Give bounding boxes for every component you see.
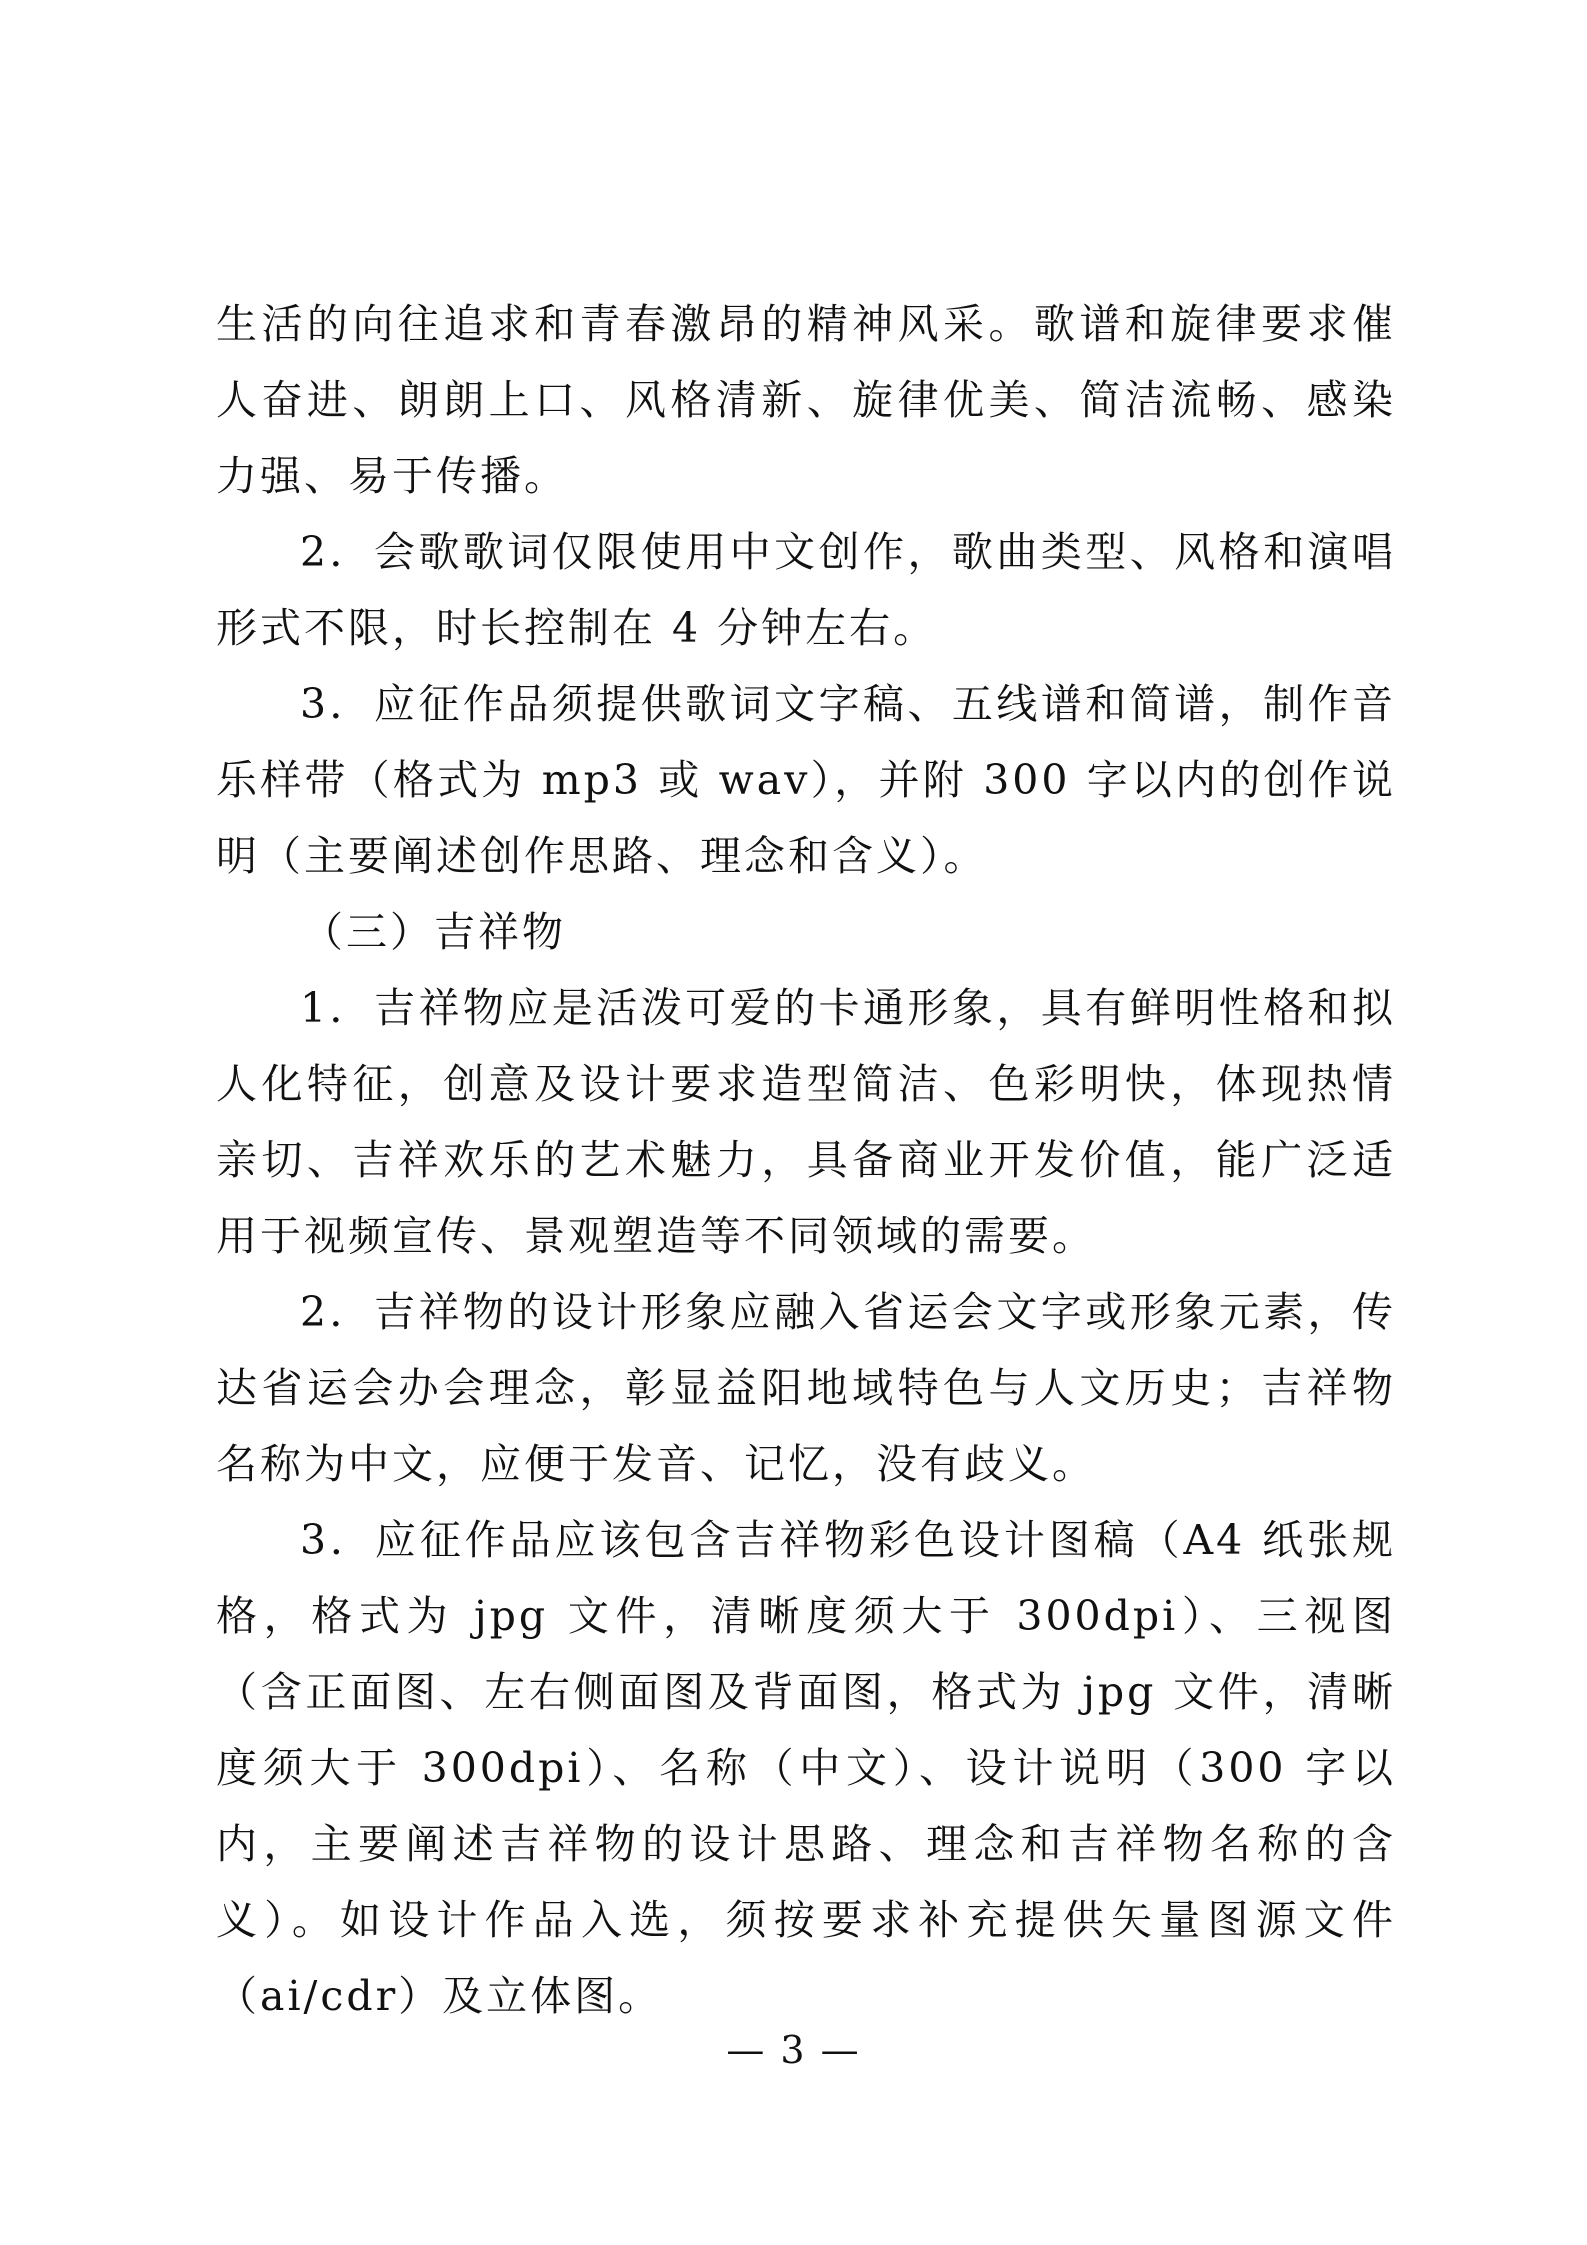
page-number: — 3 — <box>726 2028 861 2072</box>
paragraph-mascot-item-1: 1．吉祥物应是活泼可爱的卡通形象，具有鲜明性格和拟人化特征，创意及设计要求造型简洁、色彩明快，体现热情亲切、吉祥欢乐的艺术魅力，具备商业开发价值，能广泛适用于视频宣传、景观塑造等不同领域的需要。 <box>216 984 1396 1260</box>
section-heading-mascot: （三）吉祥物 <box>302 908 566 956</box>
paragraph-song-item-3: 3．应征作品须提供歌词文字稿、五线谱和简谱，制作音乐样带（格式为 mp3 或 wav），并附 300 字以内的创作说明（主要阐述创作思路、理念和含义）。 <box>216 680 1396 880</box>
paragraph-mascot-item-3: 3．应征作品应该包含吉祥物彩色设计图稿（A4 纸张规格，格式为 jpg 文件，清晰度须大于 300dpi）、三视图（含正面图、左右侧面图及背面图，格式为 jpg 文件，清晰度须大于 300dpi）、名称（中文）、设计说明（300 字以内，主要阐述吉祥物的设计思路、理念和吉祥物名称的含义）。如设计作品入选，须按要求补充提供矢量图源文件（ai/cdr）及立体图。 <box>216 1516 1396 2020</box>
document-body <box>216 286 1396 2034</box>
paragraph-continuation: 生活的向往追求和青春激昂的精神风采。歌谱和旋律要求催人奋进、朗朗上口、风格清新、旋律优美、简洁流畅、感染力强、易于传播。 <box>216 300 1396 500</box>
paragraph-song-item-2: 2．会歌歌词仅限使用中文创作，歌曲类型、风格和演唱形式不限，时长控制在 4 分钟左右。 <box>216 528 1396 652</box>
paragraph-mascot-item-2: 2．吉祥物的设计形象应融入省运会文字或形象元素，传达省运会办会理念，彰显益阳地域特色与人文历史；吉祥物名称为中文，应便于发音、记忆，没有歧义。 <box>216 1288 1396 1488</box>
